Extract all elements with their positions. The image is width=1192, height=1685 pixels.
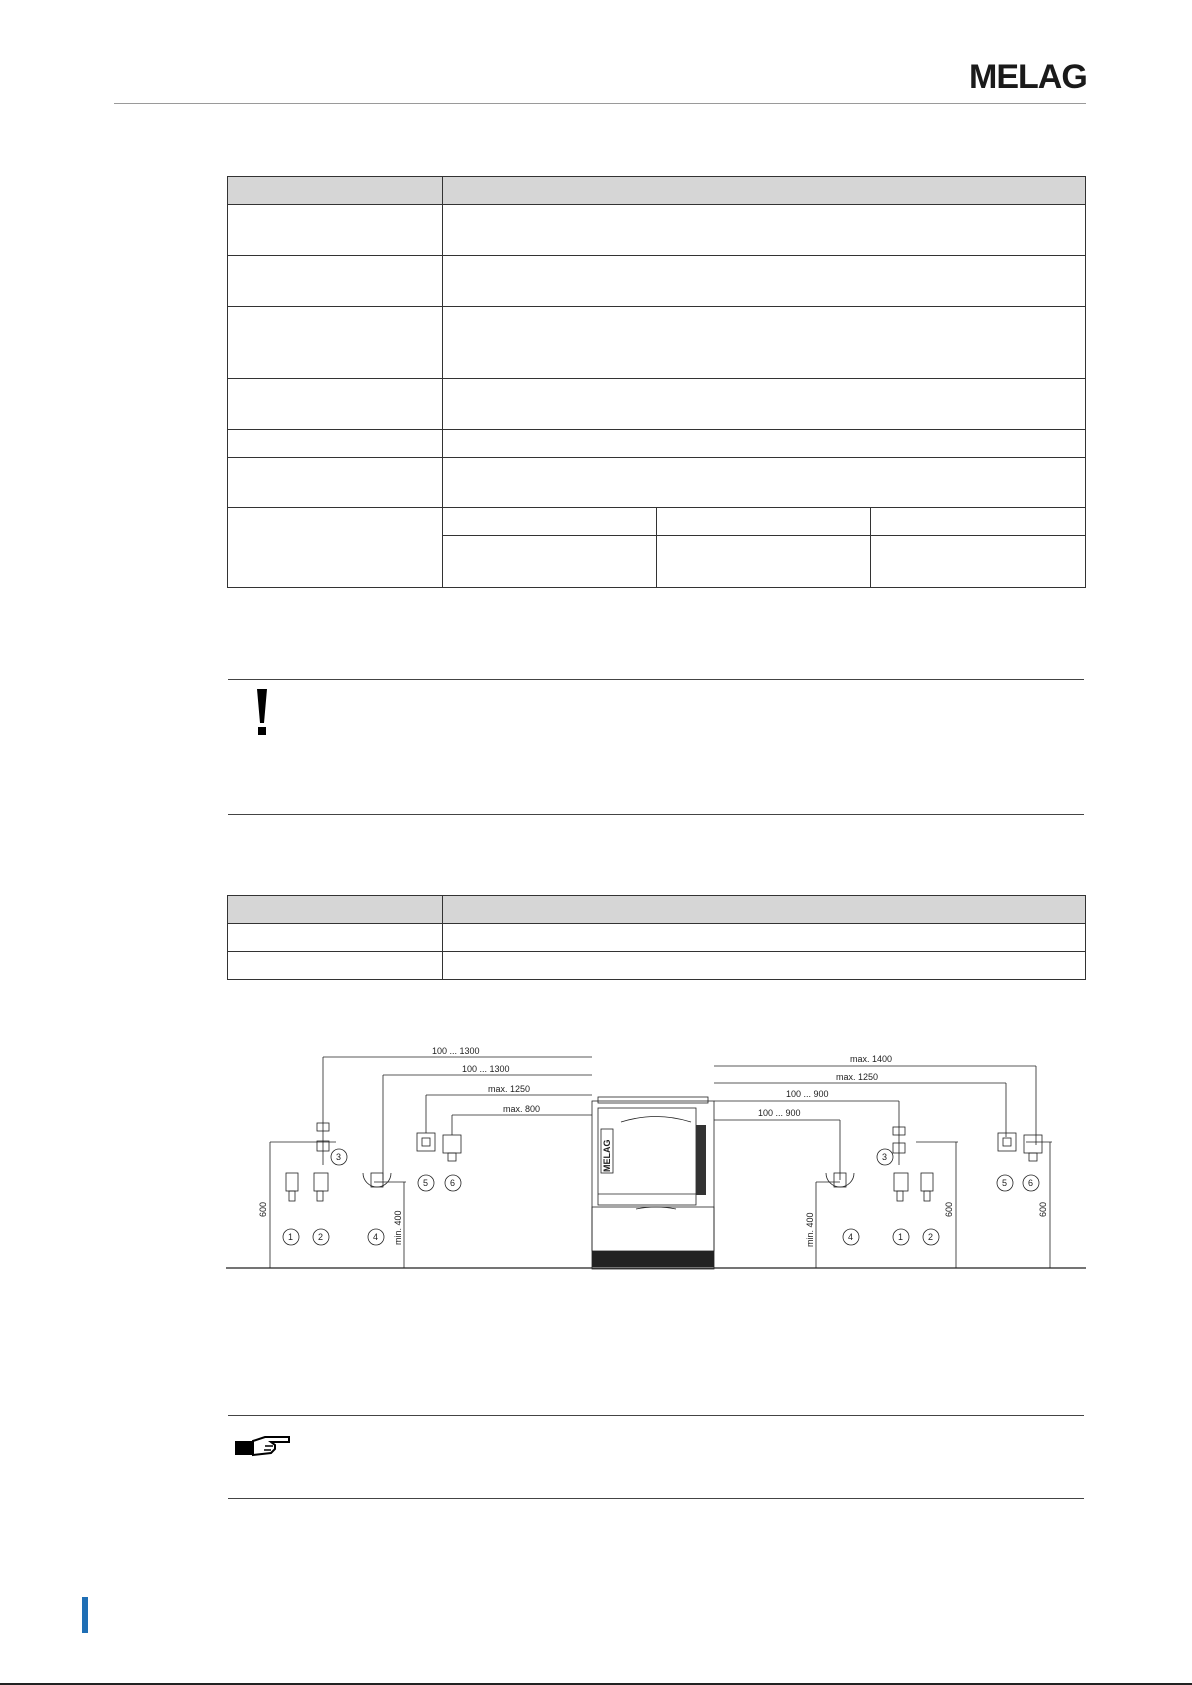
pointing-hand-icon xyxy=(235,1434,293,1463)
callout-number: 4 xyxy=(373,1232,379,1242)
installation-diagram xyxy=(226,1045,1086,1275)
table-row xyxy=(228,205,1086,256)
dim-label: min. 400 xyxy=(805,1212,815,1247)
table-header-cell xyxy=(443,896,1086,924)
table-cell xyxy=(228,205,443,256)
table-cell xyxy=(443,205,1086,256)
table-row xyxy=(228,307,1086,379)
table-header-cell xyxy=(228,896,443,924)
warning-note xyxy=(228,679,1084,815)
table-cell xyxy=(657,536,871,588)
table-cell xyxy=(228,952,443,980)
callout-number: 3 xyxy=(336,1152,342,1162)
dim-label: 100 ... 900 xyxy=(758,1108,801,1118)
callout-number: 4 xyxy=(848,1232,854,1242)
table-header-cell xyxy=(228,177,443,205)
callout-number: 2 xyxy=(928,1232,934,1242)
table-header-cell xyxy=(443,177,1086,205)
table-row xyxy=(228,379,1086,430)
table-row xyxy=(228,430,1086,458)
dim-label: 600 xyxy=(258,1201,268,1217)
dim-label: 100 ... 1300 xyxy=(432,1046,480,1056)
exclamation-icon xyxy=(254,688,270,741)
device-logo-text: MELAG xyxy=(602,1139,612,1172)
left-fixtures xyxy=(286,1109,461,1201)
header-divider xyxy=(114,103,1086,104)
dim-label: 600 xyxy=(1038,1201,1048,1217)
table-cell xyxy=(443,924,1086,952)
table-cell xyxy=(228,458,443,508)
table-cell xyxy=(228,508,443,588)
table-cell xyxy=(443,307,1086,379)
table-row xyxy=(228,924,1086,952)
table-row xyxy=(228,952,1086,980)
table-row xyxy=(228,508,1086,536)
right-callouts xyxy=(843,1149,1039,1245)
left-callouts xyxy=(283,1149,461,1245)
table-cell xyxy=(871,508,1086,536)
callout-number: 1 xyxy=(898,1232,904,1242)
table-cell xyxy=(443,430,1086,458)
table-header-row xyxy=(228,177,1086,205)
left-dimensions xyxy=(258,1046,592,1268)
dim-label: min. 400 xyxy=(393,1210,403,1245)
callout-number: 3 xyxy=(882,1152,888,1162)
dim-label: max. 1400 xyxy=(850,1054,893,1064)
table-cell xyxy=(443,256,1086,307)
table-row xyxy=(228,458,1086,508)
dim-label: max. 1250 xyxy=(836,1072,879,1082)
table-cell xyxy=(443,458,1086,508)
table-cell xyxy=(228,430,443,458)
table-row xyxy=(228,256,1086,307)
callout-number: 6 xyxy=(450,1178,456,1188)
callout-number: 5 xyxy=(1002,1178,1008,1188)
table-cell xyxy=(871,536,1086,588)
spec-table xyxy=(227,176,1086,588)
callout-number: 6 xyxy=(1028,1178,1034,1188)
page-marker-bar xyxy=(82,1597,88,1633)
dim-label: 600 xyxy=(944,1201,954,1217)
table-cell xyxy=(443,379,1086,430)
table-cell xyxy=(228,924,443,952)
table-cell xyxy=(443,536,657,588)
hint-note xyxy=(228,1415,1084,1499)
dim-label: max. 800 xyxy=(503,1104,541,1114)
dim-label: 100 ... 900 xyxy=(786,1089,829,1099)
table-cell xyxy=(443,508,657,536)
connection-table xyxy=(227,895,1086,980)
dim-label: max. 1250 xyxy=(488,1084,531,1094)
callout-number: 1 xyxy=(288,1232,294,1242)
table-cell xyxy=(228,256,443,307)
table-header-row xyxy=(228,896,1086,924)
dim-label: 100 ... 1300 xyxy=(462,1064,510,1074)
table-cell xyxy=(228,307,443,379)
callout-number: 5 xyxy=(423,1178,429,1188)
callout-number: 2 xyxy=(318,1232,324,1242)
device-drawing xyxy=(592,1097,714,1269)
table-cell xyxy=(228,379,443,430)
melag-logo: MELAG xyxy=(969,58,1087,96)
table-cell xyxy=(443,952,1086,980)
table-cell xyxy=(657,508,871,536)
